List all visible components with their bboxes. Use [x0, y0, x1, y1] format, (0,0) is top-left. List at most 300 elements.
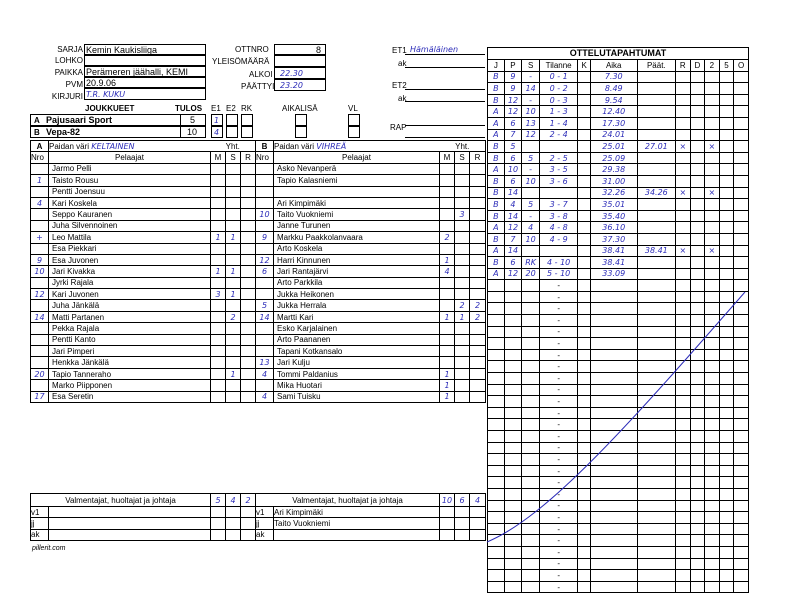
roster-a-nro-label: Nro [31, 153, 44, 163]
events-h-aika: Aika [605, 60, 622, 70]
event-aika: 25.01 [602, 141, 626, 151]
team-b-tulos: 10 [187, 127, 198, 137]
sarja-value: Kemin Kaukisliiga [86, 45, 158, 55]
rk-label: RK [241, 104, 253, 113]
player-name: Matti Partanen [52, 312, 105, 322]
event-aika: 35.01 [602, 199, 626, 209]
event-tilanne-dash: - [557, 547, 560, 557]
paattyi-label: PÄÄTTYI [241, 82, 275, 91]
event-tilanne: 3 - 8 [549, 211, 568, 221]
team-b-e1: 4 [214, 128, 220, 137]
player-row [31, 391, 256, 402]
staff-b-jj-label: jj [256, 519, 260, 529]
roster-b-players-label: Pelaajat [342, 153, 371, 163]
roster-b-total-m: 10 [441, 495, 453, 505]
event-tilanne-dash: - [557, 304, 560, 314]
player-name: Esa Piekkari [52, 244, 97, 254]
event-s: 5 [528, 199, 534, 209]
player-name: Kari Juvonen [52, 289, 99, 299]
staff-a [30, 493, 256, 541]
event-tilanne-dash: - [557, 339, 560, 349]
player-penalties: 2 [474, 312, 481, 322]
player-row [31, 346, 256, 357]
roster-a-yht-label: Yht. [225, 141, 240, 151]
player-row [256, 163, 486, 174]
ottnro-label: OTTNRO [235, 45, 269, 54]
paattyi-value: 23.20 [280, 81, 303, 90]
player-row [256, 311, 486, 322]
player-name: Juha Jänkälä [52, 301, 100, 311]
event-c2: × [708, 141, 716, 151]
event-c2: × [708, 188, 716, 198]
event-aika: 17.30 [602, 118, 626, 128]
event-p: 12 [507, 223, 519, 233]
event-tilanne-dash: - [557, 454, 560, 464]
player-name: Esko Karjalainen [277, 323, 338, 333]
event-j: B [493, 211, 499, 221]
player-goals: 1 [444, 392, 450, 402]
roster-b-s-label: S [459, 153, 465, 163]
events-h-paat: Päät. [646, 60, 666, 70]
staff-b-v1-label: v1 [256, 507, 265, 517]
events-h-s: S [527, 60, 534, 70]
team-a-aikalisa-box [295, 114, 307, 126]
player-row [31, 163, 256, 174]
event-tilanne-dash: - [557, 327, 560, 337]
player-name: Esa Juvonen [52, 255, 99, 265]
event-j: B [493, 176, 499, 186]
player-assists: 1 [230, 369, 236, 379]
player-name: Ari Kimpimäki [277, 198, 326, 208]
event-tilanne: 3 - 6 [549, 176, 568, 186]
event-r: × [679, 141, 687, 151]
roster-a-letter: A [36, 141, 43, 151]
lohko-label: LOHKO [54, 56, 83, 65]
event-aika: 7.30 [604, 72, 623, 82]
yleisomaara-field [274, 55, 326, 67]
player-row [256, 368, 486, 379]
events-panel [487, 47, 749, 593]
player-row [256, 380, 486, 391]
player-name: Jari Kivakka [52, 266, 96, 276]
et1-value: Hämäläinen [410, 45, 459, 54]
rap-line-1 [405, 115, 485, 126]
player-goals: 3 [215, 289, 221, 299]
unused-rows-strike [487, 47, 749, 547]
roster-b [255, 140, 486, 403]
roster-b-shirt-label: Paidan väri [274, 141, 315, 151]
team-b-rk-box [241, 126, 253, 138]
player-row [31, 368, 256, 379]
player-row [256, 300, 486, 311]
player-row [256, 186, 486, 197]
event-tilanne: 1 - 3 [549, 107, 568, 117]
team-a-rk-box [241, 114, 253, 126]
player-row [31, 380, 256, 391]
event-tilanne: 3 - 5 [549, 165, 568, 175]
events-h-2: 2 [709, 60, 715, 70]
event-paat: 27.01 [644, 141, 668, 151]
event-j: B [493, 72, 499, 82]
event-row-empty [488, 546, 749, 558]
player-row [31, 323, 256, 334]
player-row [31, 311, 256, 322]
event-s: 20 [525, 269, 536, 279]
event-s: 10 [525, 176, 536, 186]
roster-a-total-s: 4 [230, 495, 236, 505]
player-name: Harri Kinnunen [277, 255, 331, 265]
player-name: Kari Koskela [52, 198, 97, 208]
player-number: 4 [261, 369, 268, 379]
kirjuri-value: T.R. KUKU [86, 90, 126, 99]
staff-b-label: Valmentajat, huoltajat ja johtaja [292, 495, 403, 505]
event-p: 9 [510, 83, 516, 93]
event-tilanne-dash: - [557, 350, 560, 360]
player-name: Arto Koskela [277, 244, 323, 254]
event-s: - [529, 211, 533, 221]
aikalisa-label: AIKALISÄ [282, 104, 318, 113]
event-tilanne: 4 - 9 [549, 234, 568, 244]
event-tilanne-dash: - [557, 362, 560, 372]
player-assists: 2 [230, 312, 236, 322]
player-name: Martti Kari [277, 312, 314, 322]
et2-ak-line [405, 91, 485, 102]
et2-label: ET2 [392, 81, 407, 90]
event-tilanne-dash: - [557, 315, 560, 325]
event-j: A [493, 118, 499, 128]
event-p: 14 [507, 246, 519, 256]
e1-label: E1 [211, 104, 221, 113]
roster-b-total-r: 4 [474, 495, 481, 505]
player-row [256, 175, 486, 186]
alkoi-label: ALKOI [249, 70, 273, 79]
player-row [256, 220, 486, 231]
ottnro-value: 8 [316, 45, 322, 55]
player-number: 4 [36, 198, 43, 208]
player-row [256, 254, 486, 265]
event-aika: 25.09 [602, 153, 626, 163]
player-row [31, 220, 256, 231]
player-goals: 4 [444, 266, 450, 276]
player-goals: 2 [444, 232, 450, 242]
player-assists: 3 [459, 210, 465, 220]
pvm-label: PVM [65, 80, 83, 89]
event-r: × [679, 246, 687, 256]
roster-a [30, 140, 256, 403]
player-assists: 1 [230, 266, 236, 276]
event-aika: 24.01 [602, 130, 626, 140]
team-a-e2-box [226, 114, 238, 126]
event-tilanne: 4 - 8 [549, 223, 568, 233]
player-name: Markku Paakkolanvaara [277, 232, 363, 242]
player-number: 12 [259, 255, 270, 265]
event-tilanne-dash: - [557, 524, 560, 534]
player-row [31, 334, 256, 345]
player-number: + [36, 232, 43, 242]
events-h-r: R [679, 60, 686, 70]
event-tilanne-dash: - [557, 466, 560, 476]
player-number: 6 [261, 266, 268, 276]
staff-b-jj: Taito Vuokniemi [274, 519, 331, 529]
team-a-vl-box [348, 114, 360, 126]
player-row [256, 209, 486, 220]
event-p: 6 [510, 153, 516, 163]
event-p: 9 [510, 72, 516, 82]
header-block [30, 44, 486, 101]
event-j: A [493, 269, 499, 279]
player-name: Taito Vuokniemi [277, 210, 334, 220]
roster-a-total-m: 5 [215, 495, 221, 505]
player-name: Jari Pimperi [52, 346, 95, 356]
event-p: 14 [507, 188, 519, 198]
player-number: 1 [36, 175, 43, 185]
event-p: 12 [507, 269, 519, 279]
paikka-label: PAIKKA [54, 68, 83, 77]
events-h-j: J [493, 60, 498, 70]
event-j: B [493, 188, 499, 198]
roster-a-shirt: KELTAINEN [91, 141, 135, 151]
rap-label: RAP [390, 123, 407, 132]
event-row-empty [488, 581, 749, 593]
event-aika: 38.41 [602, 246, 626, 256]
player-row [31, 197, 256, 208]
event-aika: 38.41 [602, 257, 626, 267]
event-tilanne-dash: - [557, 489, 560, 499]
player-goals: 1 [215, 266, 221, 276]
et1-ak-line [405, 57, 485, 68]
roster-b-shirt: VIHREÄ [316, 141, 347, 151]
event-s: 4 [528, 223, 534, 233]
event-s: 10 [525, 107, 536, 117]
event-row-empty [488, 558, 749, 570]
team-a-name: Pajusaari Sport [46, 115, 113, 125]
vl-label: VL [348, 104, 358, 113]
event-p: 5 [510, 141, 516, 151]
player-name: Tapio Tanneraho [52, 369, 112, 379]
player-name: Jari Rantajärvi [277, 266, 329, 276]
event-aika: 31.00 [602, 176, 626, 186]
event-p: 10 [507, 165, 519, 175]
player-row [31, 243, 256, 254]
player-name: Marko Piipponen [52, 380, 113, 390]
player-row [256, 346, 486, 357]
roster-b-m-label: M [443, 153, 451, 163]
event-tilanne-dash: - [557, 397, 560, 407]
event-row-empty [488, 570, 749, 582]
et2-line [405, 79, 485, 90]
events-h-d: D [694, 60, 701, 70]
event-tilanne: 2 - 4 [549, 130, 568, 140]
team-a-letter: A [34, 116, 40, 125]
staff-a-jj-label: jj [31, 519, 35, 529]
player-row [256, 197, 486, 208]
event-tilanne-dash: - [557, 292, 560, 302]
player-name: Asko Nevanperä [277, 164, 337, 174]
player-number: 10 [259, 210, 270, 220]
roster-a-m-label: M [214, 153, 222, 163]
event-tilanne: 3 - 7 [549, 199, 568, 209]
player-number: 9 [36, 255, 43, 265]
player-name: Jari Kulju [277, 358, 310, 368]
event-paat: 34.26 [644, 188, 668, 198]
et1-ak-label: ak [398, 59, 407, 68]
event-tilanne-dash: - [557, 478, 560, 488]
player-name: Tapio Kalasniemi [277, 175, 338, 185]
staff-b [255, 493, 486, 541]
event-p: 6 [510, 118, 516, 128]
roster-a-r-label: R [245, 153, 251, 163]
event-tilanne: 4 - 10 [547, 257, 571, 267]
player-name: Sami Tuisku [277, 392, 321, 402]
events-h-k: K [581, 60, 587, 70]
player-name: Jyrki Rajala [52, 278, 94, 288]
events-h-5: 5 [724, 60, 729, 70]
event-aika: 8.49 [604, 83, 623, 93]
event-tilanne-dash: - [557, 582, 560, 592]
roster-b-nro-label: Nro [256, 153, 269, 163]
alkoi-value: 22.30 [280, 69, 303, 78]
event-j: A [493, 165, 499, 175]
player-name: Pentti Joensuu [52, 187, 105, 197]
events-h-p: P [510, 60, 516, 70]
staff-a-v1-label: v1 [31, 507, 40, 517]
player-number: 10 [34, 266, 45, 276]
player-penalties: 2 [474, 301, 481, 311]
player-name: Seppo Kauranen [52, 210, 113, 220]
player-name: Leo Mattila [52, 232, 92, 242]
events-h-tilanne: Tilanne [545, 60, 572, 70]
roster-a-s-label: S [230, 153, 236, 163]
event-aika: 32.26 [602, 188, 626, 198]
roster-a-shirt-label: Paidan väri [49, 141, 90, 151]
player-row [31, 357, 256, 368]
player-row [31, 209, 256, 220]
event-j: A [493, 130, 499, 140]
team-b-name: Vepa-82 [46, 127, 81, 137]
player-name: Mika Huotari [277, 380, 322, 390]
player-name: Jukka Herrala [277, 301, 327, 311]
event-aika: 37.30 [602, 234, 626, 244]
event-s: 13 [525, 118, 536, 128]
player-goals: 1 [215, 232, 221, 242]
event-p: 7 [510, 130, 516, 140]
roster-a-players-label: Pelaajat [115, 153, 144, 163]
event-p: 14 [507, 211, 519, 221]
player-assists: 1 [230, 232, 236, 242]
event-p: 12 [507, 107, 519, 117]
roster-b-total-s: 6 [459, 495, 465, 505]
event-tilanne-dash: - [557, 431, 560, 441]
player-row [256, 357, 486, 368]
event-aika: 29.38 [602, 165, 626, 175]
event-j: A [493, 107, 499, 117]
event-s: 10 [525, 234, 536, 244]
team-b-e2-box [226, 126, 238, 138]
player-row [256, 323, 486, 334]
event-s: - [529, 95, 533, 105]
event-tilanne-dash: - [557, 408, 560, 418]
event-aika: 35.40 [602, 211, 626, 221]
event-s: RK [525, 257, 537, 267]
player-name: Janne Turunen [277, 221, 331, 231]
player-row [31, 300, 256, 311]
player-row [31, 277, 256, 288]
player-name: Pentti Kanto [52, 335, 96, 345]
player-name: Pekka Rajala [52, 323, 100, 333]
player-number: 9 [261, 232, 268, 242]
event-tilanne-dash: - [557, 385, 560, 395]
event-tilanne-dash: - [557, 443, 560, 453]
player-number: 20 [34, 369, 45, 379]
player-goals: 1 [444, 312, 450, 322]
event-j: B [493, 95, 499, 105]
player-name: Tapani Kotkansalo [277, 346, 343, 356]
player-name: Juha Silvennoinen [52, 221, 118, 231]
staff-b-v1: Ari Kimpimäki [274, 507, 323, 517]
event-s: - [529, 165, 533, 175]
event-j: B [493, 199, 499, 209]
team-a-tulos: 5 [190, 115, 196, 125]
player-row [31, 266, 256, 277]
kirjuri-label: KIRJURI [51, 92, 83, 101]
player-row [31, 289, 256, 300]
event-p: 4 [510, 199, 516, 209]
staff-a-ak-label: ak [31, 530, 40, 540]
event-tilanne: 0 - 3 [549, 95, 568, 105]
et1-label: ET1 [392, 46, 407, 55]
player-row [256, 334, 486, 345]
player-row [256, 391, 486, 402]
player-name: Taisto Rousu [52, 175, 99, 185]
events-h-o: O [737, 60, 745, 70]
paikka-value: Perämeren jäähalli, KEMI [86, 67, 189, 77]
player-name: Jarmo Pelli [52, 164, 92, 174]
event-tilanne: 0 - 1 [549, 72, 568, 82]
event-j: B [493, 257, 499, 267]
tulos-label: TULOS [175, 104, 203, 113]
player-goals: 1 [444, 369, 450, 379]
player-row [256, 266, 486, 277]
player-row [256, 243, 486, 254]
player-row [256, 277, 486, 288]
player-number: 4 [261, 392, 268, 402]
event-tilanne: 0 - 2 [549, 83, 568, 93]
player-row [31, 186, 256, 197]
event-c2: × [708, 246, 716, 256]
event-j: B [493, 153, 499, 163]
event-aika: 33.09 [602, 269, 626, 279]
event-tilanne-dash: - [557, 501, 560, 511]
event-j: B [493, 141, 499, 151]
roster-b-r-label: R [474, 153, 481, 163]
event-tilanne-dash: - [557, 281, 560, 291]
event-tilanne-dash: - [557, 536, 560, 546]
credit: pillerit.com [32, 545, 66, 552]
player-row [256, 232, 486, 243]
event-j: B [493, 234, 499, 244]
team-b-letter: B [34, 128, 40, 137]
event-aika: 9.54 [604, 95, 623, 105]
event-tilanne-dash: - [557, 570, 560, 580]
team-a-e1: 1 [214, 116, 220, 125]
event-tilanne-dash: - [557, 373, 560, 383]
team-b-aikalisa-box [295, 126, 307, 138]
player-number: 13 [259, 358, 270, 368]
player-name: Tommi Paldanius [277, 369, 338, 379]
player-assists: 1 [230, 289, 236, 299]
player-row [31, 254, 256, 265]
et2-ak-label: ak [398, 94, 407, 103]
